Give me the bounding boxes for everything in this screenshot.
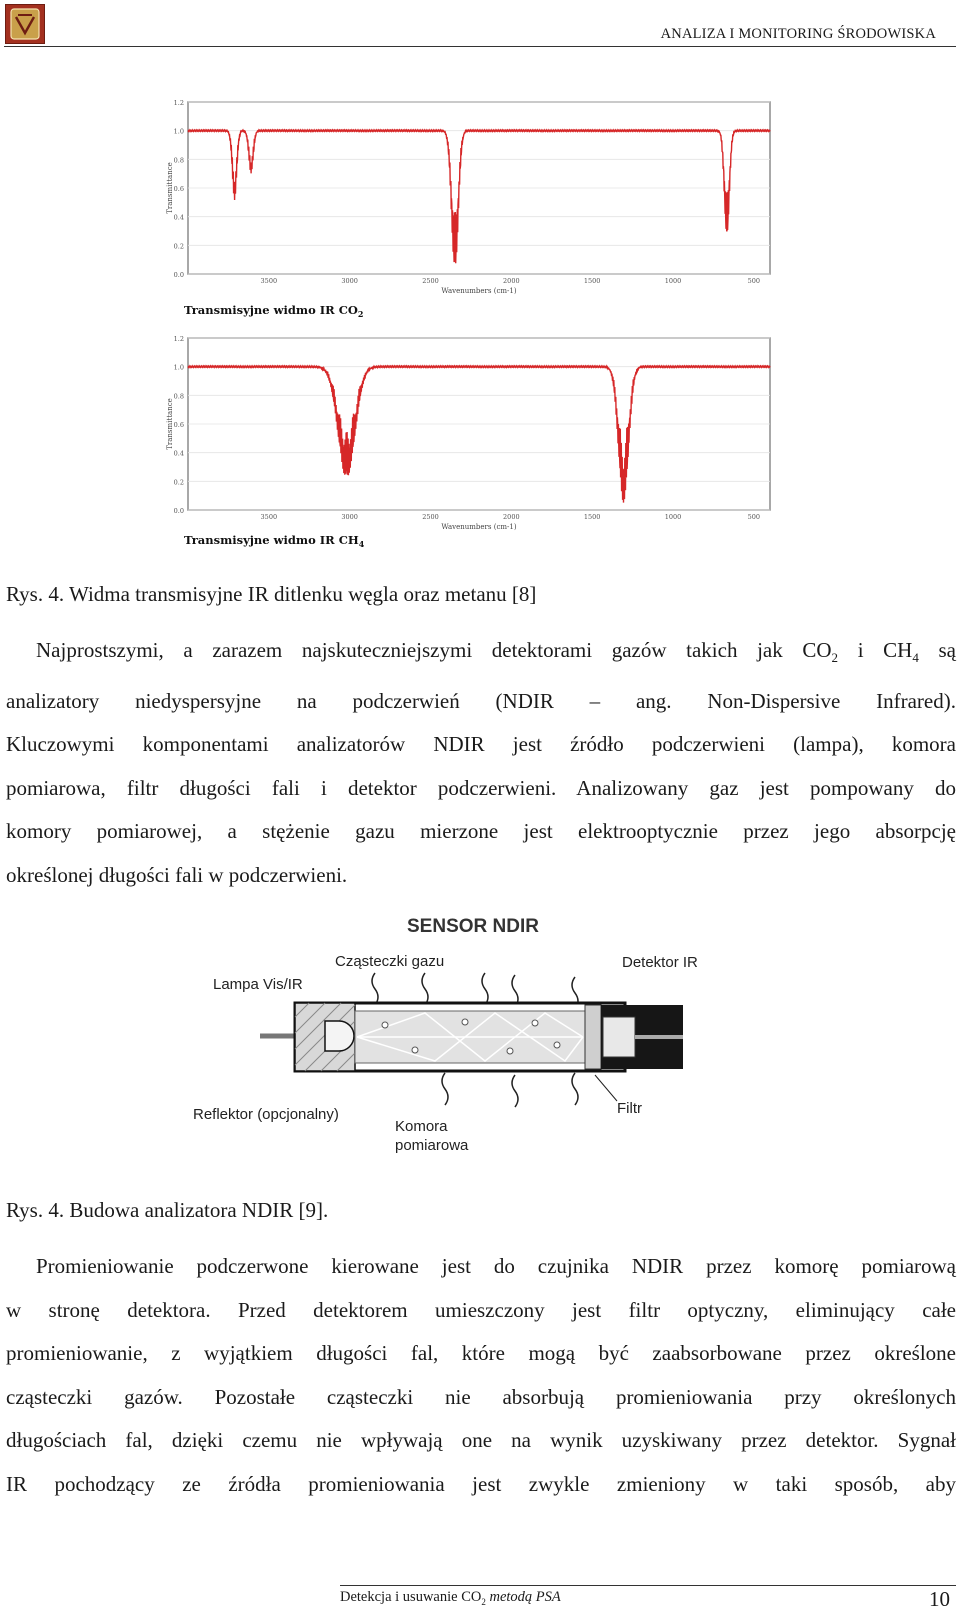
y-tick-label: 1.2 (173, 99, 184, 107)
text-line: promieniowanie, z wyjątkiem długości fal, które mogą być zaabsorbowane przez określone (6, 1341, 956, 1365)
y-tick-label: 0.0 (173, 271, 184, 279)
gas-arrow-icon (482, 973, 488, 1005)
text-line: IR pochodzący ze źródła promieniowania jest zwykle zmieniony w taki sposób, aby (6, 1471, 956, 1496)
x-tick-label: 2500 (422, 513, 439, 521)
filter-leader-line (595, 1075, 617, 1101)
ndir-sensor-diagram (185, 905, 715, 1165)
x-axis-label: Wavenumbers (cm-1) (441, 523, 517, 531)
chart-title-main: Transmisyjne widmo IR CO (184, 303, 358, 317)
y-tick-label: 0.2 (173, 242, 184, 251)
chart-title-sub: 4 (358, 539, 365, 549)
y-tick-label: 1.0 (173, 363, 184, 372)
text-line: długościach fal, dzięki czemu nie wpływają one na wynik uzyskiwany przez detektor. Sygnał (6, 1428, 956, 1452)
page-number: 10 (929, 1587, 950, 1611)
chart-title-sub: 2 (357, 309, 364, 319)
running-header: ANALIZA I MONITORING ŚRODOWISKA (660, 26, 936, 42)
x-tick-label: 1500 (583, 513, 601, 521)
y-tick-label: 0.8 (173, 392, 184, 401)
text-line: analizatory niedyspersyjne na podczerwień (NDIR – ang. Non-Dispersive Infrared). (6, 688, 956, 713)
y-tick-label: 0.8 (173, 156, 184, 165)
text-line: Kluczowymi komponentami analizatorów NDIR jest źródło podczerwieni (lampa), komora (6, 732, 956, 757)
text-line: Promieniowanie podczerwone kierowane jest do czujnika NDIR przez komorę pomiarową (36, 1254, 956, 1278)
y-axis-label: Transmittance (166, 398, 174, 450)
university-crest-icon (6, 5, 44, 43)
text-line: pomiarowa, filtr długości fali i detektor podczerwieni. Analizowany gaz jest pompowany do (6, 775, 956, 800)
y-tick-label: 0.6 (173, 185, 184, 193)
x-tick-label: 2000 (503, 277, 520, 285)
figure-caption: Rys. 4. Budowa analizatora NDIR [9]. (6, 1198, 329, 1222)
x-tick-label: 500 (747, 513, 761, 521)
text-line: Najprostszymi, a zarazem najskuteczniejszymi detektorami gazów takich jak $CO_2$ i $CH_4$ są (36, 638, 956, 666)
diagram-title: SENSOR NDIR (407, 916, 539, 937)
ch4-ir-spectrum-chart (160, 322, 780, 552)
x-tick-label: 3500 (260, 513, 278, 521)
paragraph (6, 629, 956, 897)
lamp-bulb-icon (325, 1021, 354, 1051)
y-axis-label: Transmittance (166, 162, 174, 214)
x-axis-label: Wavenumbers (cm-1) (441, 287, 517, 295)
ch4-plot-area (166, 335, 770, 531)
gas-arrow-icon (372, 973, 378, 1005)
footer-rule (340, 1585, 956, 1586)
text-line: w stronę detektora. Przed detektorem umieszczony jest filtr optyczny, eliminujący całe (6, 1297, 956, 1322)
gas-arrow-icon (442, 1073, 448, 1105)
gas-arrow-icon (572, 1073, 578, 1105)
co2-plot-area (166, 99, 770, 295)
label-chamber-line1: Komora (395, 1118, 448, 1135)
paragraph (6, 1245, 956, 1506)
chart-title (184, 303, 363, 319)
running-footer: Detekcja i usuwanie $CO_2$ metodą PSA (340, 1589, 561, 1607)
y-tick-label: 1.0 (173, 127, 184, 136)
text-line: cząsteczki gazów. Pozostałe cząsteczki nie absorbują promieniowania przy określonych (6, 1384, 956, 1409)
header-rule (4, 46, 956, 47)
x-tick-label: 1500 (583, 277, 601, 285)
text-line: komory pomiarowej, a stężenie gazu mierzone jest elektrooptycznie przez jego absorpcję (6, 819, 956, 844)
label-ir-detector: Detektor IR (622, 954, 698, 971)
label-chamber-line2: pomiarowa (395, 1137, 469, 1154)
optical-filter (585, 1005, 601, 1069)
x-tick-label: 3000 (341, 513, 358, 521)
co2-ir-spectrum-chart (160, 86, 780, 326)
y-tick-label: 0.6 (173, 421, 184, 429)
label-reflector: Reflektor (opcjonalny) (193, 1106, 339, 1123)
text-line: określonej długości fali w podczerwieni. (6, 862, 348, 887)
label-gas-molecules: Cząsteczki gazu (335, 953, 445, 970)
x-tick-label: 1000 (664, 513, 682, 521)
chart-title (184, 533, 365, 549)
x-tick-label: 1000 (664, 277, 682, 285)
y-tick-label: 0.2 (173, 478, 184, 487)
y-tick-label: 0.4 (173, 449, 184, 458)
ir-detector-sensor (603, 1017, 635, 1057)
gas-arrow-icon (422, 973, 428, 1005)
x-tick-label: 3500 (260, 277, 278, 285)
x-tick-label: 3000 (341, 277, 358, 285)
x-tick-label: 2000 (503, 513, 520, 521)
x-tick-label: 2500 (422, 277, 439, 285)
y-tick-label: 0.4 (173, 213, 184, 222)
y-tick-label: 1.2 (173, 335, 184, 343)
logo (5, 4, 45, 44)
chart-title-main: Transmisyjne widmo IR CH (184, 533, 359, 547)
label-filter: Filtr (617, 1100, 642, 1117)
label-lamp: Lampa Vis/IR (213, 976, 303, 993)
y-tick-label: 0.0 (173, 507, 184, 515)
x-tick-label: 500 (747, 277, 761, 285)
gas-arrow-icon (512, 1075, 518, 1107)
figure-caption: Rys. 4. Widma transmisyjne IR ditlenku węgla oraz metanu [8] (6, 582, 537, 606)
